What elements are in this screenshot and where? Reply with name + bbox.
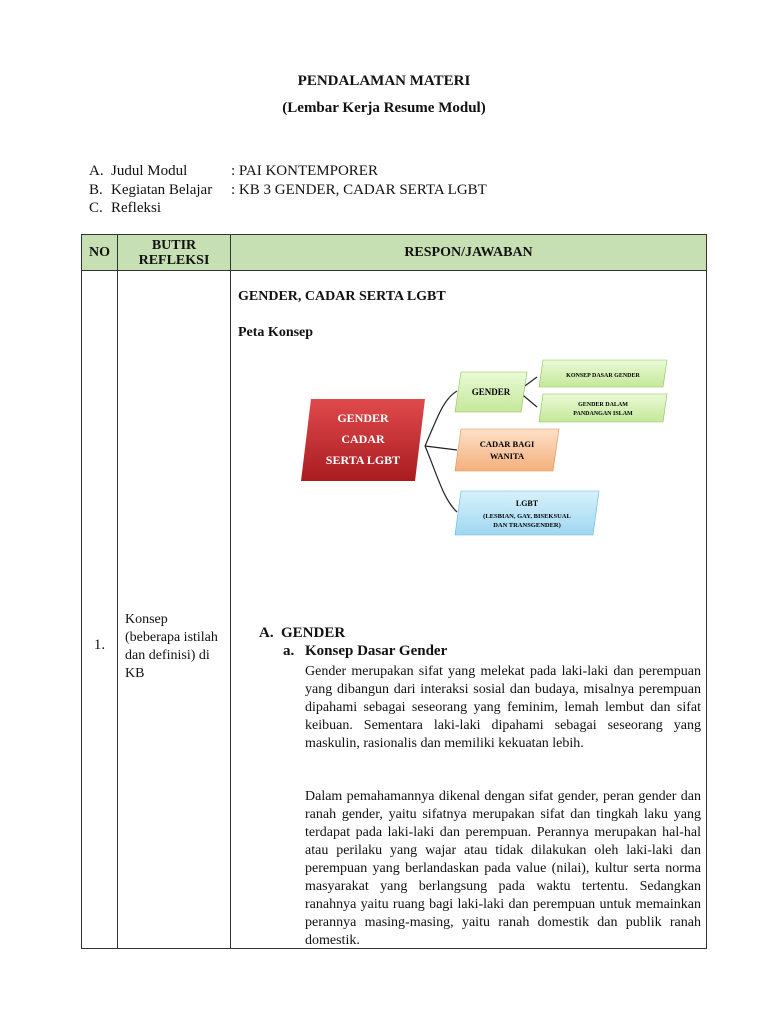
center-label-2: CADAR	[341, 432, 385, 446]
meta-row-judul	[89, 162, 487, 181]
gender-sub1-label: KONSEP DASAR GENDER	[566, 373, 640, 379]
gender-sub2-label-1: GENDER DALAM	[578, 402, 628, 408]
lgbt-label-3: DAN TRANSGENDER)	[493, 522, 561, 529]
row-number: 1.	[93, 637, 106, 653]
cadar-label-2: WANITA	[489, 451, 525, 461]
gender-sub2-label-2: PANDANGAN ISLAM	[573, 411, 633, 417]
meta-row-refleksi	[89, 199, 487, 218]
gender-label: GENDER	[471, 387, 511, 397]
lgbt-label-1: LGBT	[515, 499, 539, 508]
gender-sub2-node	[539, 394, 667, 422]
section-a-title	[259, 625, 345, 642]
meta-index: A.	[89, 163, 104, 179]
section-heading: GENDER, CADAR SERTA LGBT	[238, 289, 446, 304]
paragraph-1: Gender merupakan sifat yang melekat pada laki-laki dan perempuan yang dibangun dari interaksi sosial dan budaya, misalnya perempuan dipahami sebagai seseorang yang feminim, lemah lembut dan sifat keibuan. Sementara laki-laki dipahami sebagai seseorang yang maskulin, rasionalis dan memiliki kekuatan lebih.	[305, 664, 701, 751]
peta-konsep-label: Peta Konsep	[238, 325, 314, 340]
lgbt-label-2: (LESBIAN, GAY, BISEKSUAL	[483, 513, 571, 520]
header-no: NO	[82, 235, 118, 271]
section-a-index: A.	[259, 625, 274, 641]
concept-map	[297, 349, 681, 589]
center-label-3: SERTA LGBT	[325, 453, 401, 467]
section-a-text: GENDER	[281, 625, 346, 641]
meta-label: Kegiatan Belajar	[111, 181, 213, 198]
header-butir: BUTIR REFLEKSI	[118, 235, 231, 271]
meta-index: C.	[89, 200, 103, 216]
module-info	[89, 162, 487, 218]
meta-value: : KB 3 GENDER, CADAR SERTA LGBT	[231, 181, 487, 198]
meta-value: : PAI KONTEMPORER	[231, 163, 378, 179]
cadar-node	[455, 429, 559, 471]
meta-index: B.	[89, 181, 103, 198]
subsection-a-title	[283, 643, 447, 660]
center-label-1: GENDER	[337, 411, 389, 425]
gender-sub1-node	[539, 360, 667, 387]
page-subtitle: (Lembar Kerja Resume Modul)	[282, 100, 486, 116]
subsection-a-text: Konsep Dasar Gender	[305, 643, 448, 659]
table-header-row	[82, 235, 707, 271]
cell-respon	[231, 271, 707, 949]
cell-butir	[118, 271, 231, 949]
center-node	[301, 399, 425, 481]
cadar-label-1: CADAR BAGI	[479, 439, 535, 449]
paragraph-2: Dalam pemahamannya dikenal dengan sifat gender, peran gender dan ranah gender, yaitu sifatnya merupakan sifat dan tingkah laku yang terdapat pada laki-laki dan perempuan. Perannya merupakan hal-hal atau perilaku yang wajar atau tidak dilakukan oleh laki-laki dan perempuan yang berlandaskan pada value (nilai), kultur serta norma masyarakat yang berlangsung pada waktu tertentu. Sedangkan ranahnya yaitu ruang bagi laki-laki dan perempuan untuk memainkan perannya masing-masing, yaitu ranah domestik dan publik ranah domestik.	[305, 789, 701, 948]
meta-label: Judul Modul	[111, 163, 188, 179]
lgbt-node	[455, 491, 599, 535]
meta-label: Refleksi	[111, 200, 161, 216]
subsection-a-index: a.	[283, 643, 295, 659]
butir-text: Konsep (beberapa istilah dan definisi) di KB	[125, 612, 218, 681]
reflection-table	[81, 234, 707, 949]
table-row	[82, 271, 707, 949]
meta-row-kegiatan	[89, 181, 487, 200]
cell-no	[82, 271, 118, 949]
gender-node	[455, 372, 527, 412]
header-respon: RESPON/JAWABAN	[231, 235, 707, 271]
page-title: PENDALAMAN MATERI	[297, 73, 471, 89]
